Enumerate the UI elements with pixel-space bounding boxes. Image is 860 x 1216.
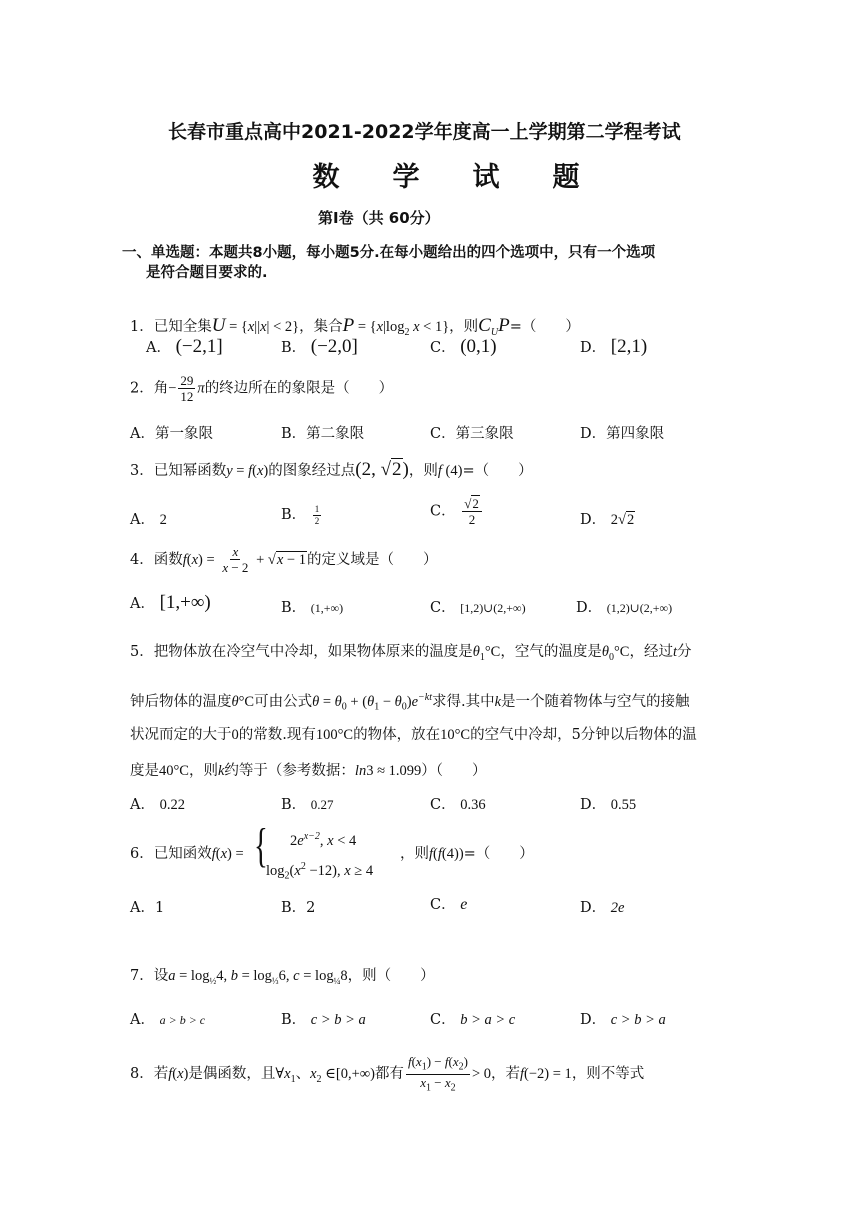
question-6-lead: 6．已知函效f(x) = [130, 846, 244, 862]
q1-option-c: C． (0,1) [430, 336, 497, 357]
q2-option-b: B．第二象限 [281, 426, 365, 442]
question-6-tail: ，则f(f(4))=（ ） [400, 846, 534, 862]
q4-option-b: B． (1,+∞) [281, 600, 344, 616]
q7-option-b: B． c > b > a [281, 1012, 366, 1028]
q3-option-b: B． $\frac{1}{2}$ [281, 503, 320, 526]
q3-option-d: D． 2√2 [580, 512, 635, 528]
subject-char: 试 [472, 162, 500, 193]
q6-option-b: B．2 [281, 900, 316, 916]
q7-option-a: A． a > b > c [130, 1012, 206, 1028]
q6-option-d: D． 2e [580, 900, 625, 916]
q1-option-a: A． (−2,1] [146, 336, 223, 357]
q2-option-a: A．第一象限 [130, 426, 213, 442]
question-2: 2．角− $\frac{29}{12}$ π的终边所在的象限是（ ） [130, 373, 394, 404]
q1-option-d: D． [2,1) [580, 336, 648, 357]
q7-option-c: C． b > a > c [430, 1012, 516, 1028]
exam-title: 长春市重点高中2021-2022学年度高一上学期第二学程考试 [168, 121, 681, 143]
q4-option-c: C． [1,2)∪(2,+∞) [430, 600, 526, 616]
question-5-line-4: 度是40°C，则k约等于（参考数据：ln3 ≈ 1.099）（ ） [130, 763, 487, 779]
question-1: 1．已知全集U = {x||x| < 2}，集合$P = \{x|\log_2$ x < 1}，则$C_UP=$（ ） [130, 315, 580, 338]
question-8: 8．若f(x)是偶函数，且$\forall x_1$、$x_2$ ∈[0,+∞)都有 $\frac{f(x_1) - f(x_2)}{x_1 - x_2}$ > 0，若f(−2) = 1，则不等式 [130, 1054, 645, 1094]
question-7: 7．设$a = \log_{\frac{1}{2}}4$, $b = \log_{\frac{1}{3}}6$, $c = \log_{\frac{1}{4}}8$，则（ ） [130, 968, 435, 986]
subject-char: 学 [392, 162, 420, 193]
subject-char: 题 [552, 162, 580, 193]
q5-option-b: B． 0.27 [281, 797, 334, 813]
section-heading-line2: 是符合题目要求的. [146, 265, 268, 281]
q2-option-d: D．第四象限 [580, 426, 665, 442]
question-5-line-2: 钟后物体的温度θ°C可由公式$\theta = \theta_0 + (\theta_1 - \theta_0)e^{-kt}$求得.其中k是一个随着物体与空气的接触 [130, 692, 690, 713]
q6-option-a: A．1 [130, 900, 165, 916]
question-5-line-3: 状况而定的大于0的常数.现有100°C的物体，放在10°C的空气中冷却，5分钟以后物体的温 [130, 727, 697, 743]
section-heading-line1: 一、单选题：本题共8小题，每小题5分.在每小题给出的四个选项中，只有一个选项 [122, 245, 656, 261]
q4-option-a: A． [1,+∞) [130, 592, 211, 613]
volume-heading: 第Ⅰ卷（共 60分） [318, 209, 440, 227]
q2-option-c: C．第三象限 [430, 426, 514, 442]
piecewise-brace: { [254, 819, 268, 872]
subject-title [286, 155, 606, 194]
piecewise-case-1: $2e^{x-2}$, x < 4 [290, 831, 357, 849]
q1-option-b: B． (−2,0] [281, 336, 358, 357]
question-5-line-1: 5．把物体放在冷空气中冷却，如果物体原来的温度是$\theta_1^\circ C$，空气的温度是$\theta_0^\circ C$，经过t分 [130, 644, 692, 663]
q7-option-d: D． c > b > a [580, 1012, 666, 1028]
question-3: 3．已知幂函数y = f(x)的图象经过点(2, √2)，则f (4)=（ ） [130, 459, 533, 480]
question-4: 4．函数f(x) = $\frac{x}{x - 2}$ + √x − 1的定义域是（ ） [130, 544, 438, 575]
q5-option-d: D． 0.55 [580, 797, 637, 813]
q3-option-a: A． 2 [130, 512, 167, 528]
q4-option-d: D． (1,2)∪(2,+∞) [576, 600, 673, 616]
q5-option-c: C． 0.36 [430, 797, 486, 813]
subject-char: 数 [312, 162, 340, 193]
q3-option-c: C． $\frac{√2}{2}$ [430, 497, 484, 526]
q5-option-a: A． 0.22 [130, 797, 185, 813]
piecewise-case-2: $\log_2(x^2 -12)$, x ≥ 4 [266, 861, 374, 882]
q6-option-c: C． e [430, 896, 468, 913]
